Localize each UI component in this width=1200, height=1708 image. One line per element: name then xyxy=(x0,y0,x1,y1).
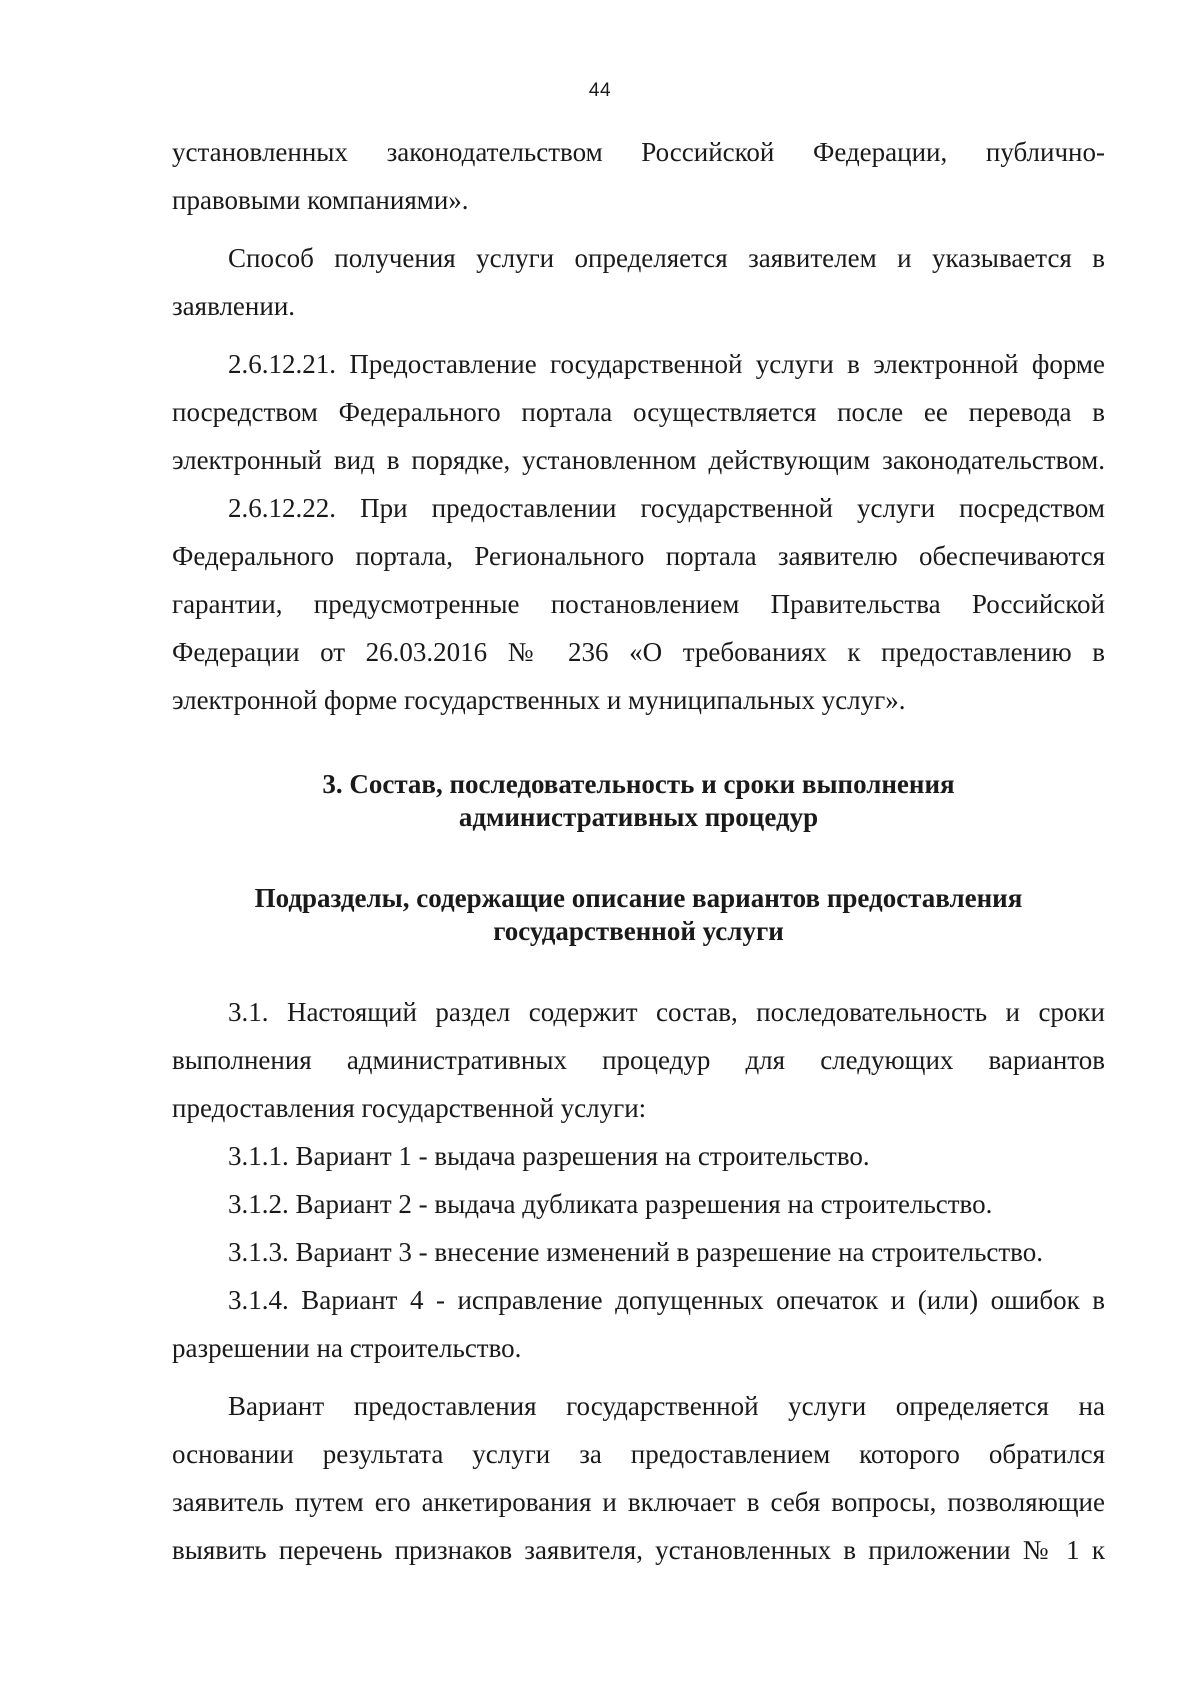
body-text-top xyxy=(172,128,1105,724)
paragraph-3-1-1 xyxy=(172,1132,1105,1180)
paragraph-3-1-2 xyxy=(172,1180,1105,1228)
paragraph-3-1-3 xyxy=(172,1228,1105,1276)
text-line: 2.6.12.21. Предоставление государственной услуги в электронной форме xyxy=(228,349,1105,379)
heading-line: 3. Состав, последовательность и сроки выполнения xyxy=(322,769,955,799)
text-line: 3.1.1. Вариант 1 - выдача разрешения на строительство. xyxy=(228,1141,870,1171)
paragraph-continuation xyxy=(172,128,1105,224)
text-line: 3.1.2. Вариант 2 - выдача дубликата разрешения на строительство. xyxy=(228,1189,993,1219)
paragraph-3-1-4 xyxy=(172,1276,1105,1372)
heading-line: государственной услуги xyxy=(493,916,784,946)
text-line: электронный вид в порядке, установленном действующим законодательством. xyxy=(172,445,1105,475)
text-line: электронной форме государственных и муниципальных услуг». xyxy=(172,685,906,715)
subsection-title xyxy=(172,882,1105,948)
text-line: разрешении на строительство. xyxy=(172,1333,522,1363)
paragraph-method xyxy=(172,234,1105,330)
text-line: 2.6.12.22. При предоставлении государственной услуги посредством xyxy=(228,493,1105,523)
text-line: выявить перечень признаков заявителя, установленных в приложении № 1 к xyxy=(172,1535,1105,1565)
text-line: посредством Федерального портала осуществляется после ее перевода в xyxy=(172,397,1105,427)
paragraph-2-6-12-22 xyxy=(172,484,1105,724)
heading-line: Подразделы, содержащие описание вариантов предоставления xyxy=(254,883,1023,913)
subsection-heading xyxy=(172,882,1105,948)
page-number: 44 xyxy=(588,80,612,101)
heading-line: административных процедур xyxy=(458,802,819,832)
text-line: выполнения административных процедур для следующих вариантов xyxy=(172,1045,1105,1075)
text-line: гарантии, предусмотренные постановлением Правительства Российской xyxy=(172,589,1105,619)
text-line: Вариант предоставления государственной услуги определяется на xyxy=(228,1391,1105,1421)
text-line: установленных законодательством Российской Федерации, публично- xyxy=(172,137,1105,167)
text-line: Федерации от 26.03.2016 № 236 «О требованиях к предоставлению в xyxy=(172,637,1105,667)
text-line: 3.1. Настоящий раздел содержит состав, последовательность и сроки xyxy=(228,997,1105,1027)
text-line: предоставления государственной услуги: xyxy=(172,1093,647,1123)
text-line: правовыми компаниями». xyxy=(172,185,469,215)
section-heading xyxy=(172,768,1105,834)
text-line: основании результата услуги за предоставлением которого обратился xyxy=(172,1439,1105,1469)
text-line: заявлении. xyxy=(172,291,296,321)
text-line: Федерального портала, Регионального портала заявителю обеспечиваются xyxy=(172,541,1105,571)
text-line: 3.1.3. Вариант 3 - внесение изменений в разрешение на строительство. xyxy=(228,1237,1043,1267)
section-3-title xyxy=(172,768,1105,834)
text-line: Способ получения услуги определяется заявителем и указывается в xyxy=(228,243,1105,273)
body-text-section3 xyxy=(172,988,1105,1574)
paragraph-3-1 xyxy=(172,988,1105,1132)
paragraph-2-6-12-21 xyxy=(172,340,1105,484)
paragraph-variant-definition xyxy=(172,1382,1105,1574)
text-line: 3.1.4. Вариант 4 - исправление допущенных опечаток и (или) ошибок в xyxy=(228,1285,1105,1315)
text-line: заявитель путем его анкетирования и включает в себя вопросы, позволяющие xyxy=(172,1487,1105,1517)
